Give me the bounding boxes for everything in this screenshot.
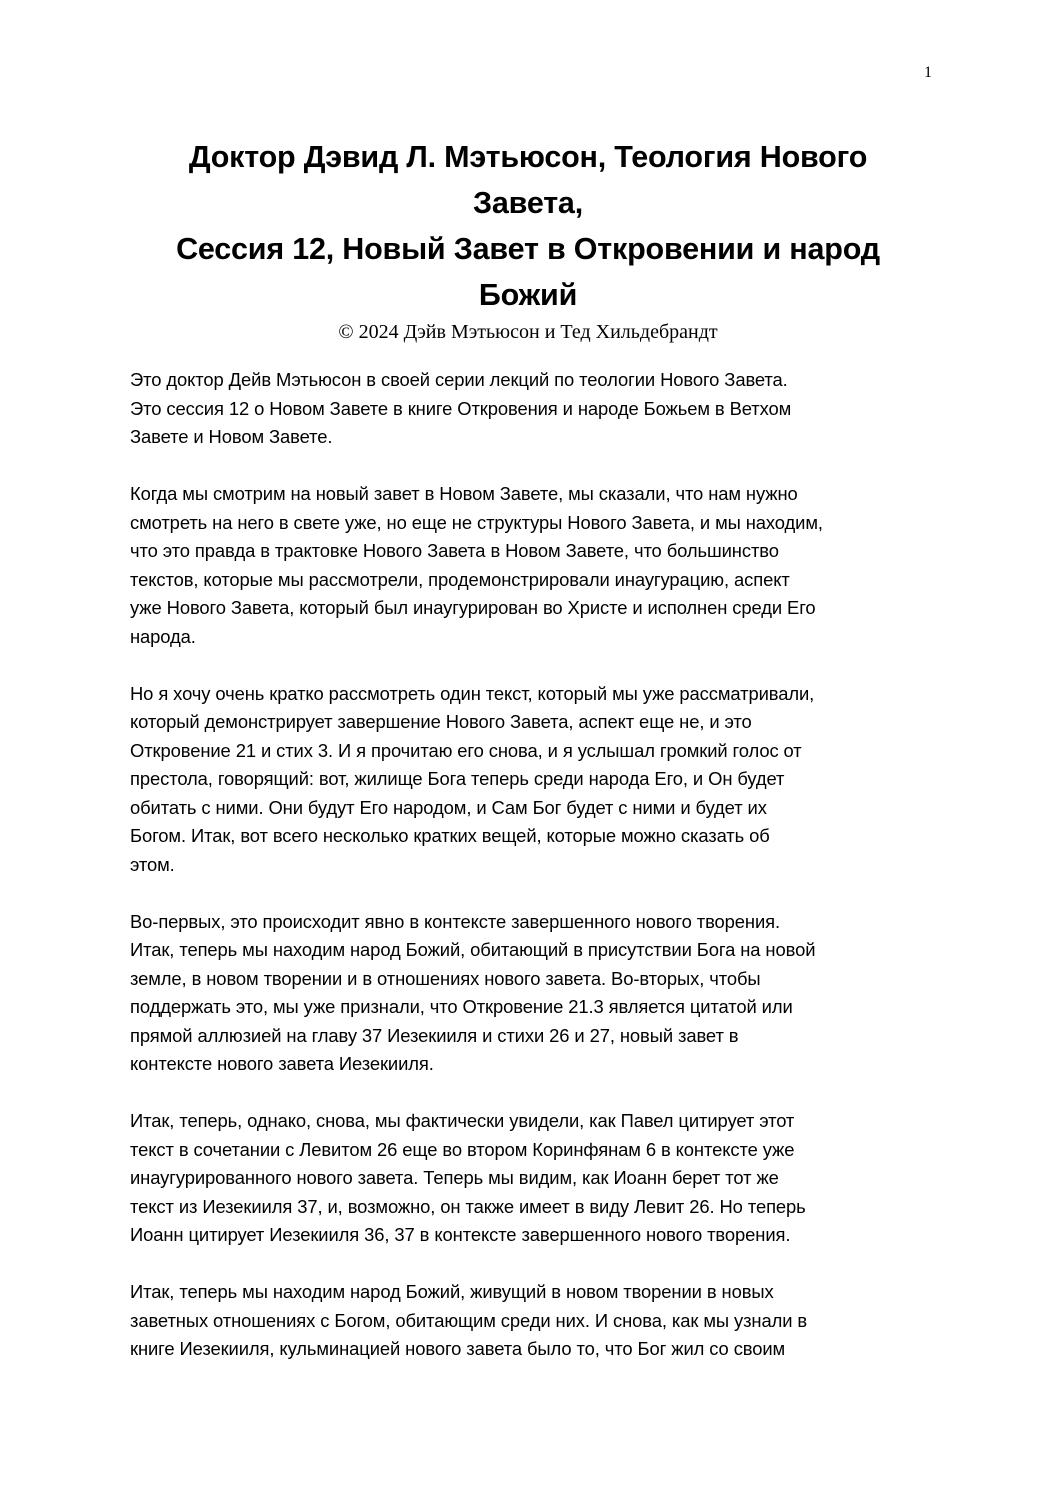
text-line: уже Нового Завета, который был инаугурирован во Христе и исполнен среди Его <box>130 597 816 618</box>
text-line: обитать с ними. Они будут Его народом, и Сам Бог будет с ними и будет их <box>130 796 767 818</box>
text-line: заветных отношениях с Богом, обитающим среди них. И снова, как мы узнали в <box>130 1309 808 1331</box>
title-line: Завета, <box>473 186 583 220</box>
text-line: который демонстрирует завершение Нового Завета, аспект еще не, и это <box>130 711 752 732</box>
text-line: Итак, теперь мы находим народ Божий, живущий в новом творении в новых <box>130 1281 774 1302</box>
paragraph <box>130 908 930 1079</box>
text-line: поддержать это, мы уже признали, что Откровение 21.3 является цитатой или <box>130 996 793 1017</box>
title-line: Божий <box>478 278 578 312</box>
text-line: Но я хочу очень кратко рассмотреть один текст, который мы уже рассматривали, <box>130 682 815 704</box>
text-line: Это сессия 12 о Новом Завете в книге Откровения и народе Божьем в Ветхом <box>130 397 792 419</box>
text-line: народа. <box>130 625 196 647</box>
text-line: Завете и Новом Завете. <box>130 426 333 447</box>
text-line: смотреть на него в свете уже, но еще не структуры Нового Завета, и мы находим, <box>130 511 823 533</box>
text-line: престола, говорящий: вот, жилище Бога теперь среди народа Его, и Он будет <box>130 768 785 789</box>
paragraph <box>130 680 930 880</box>
paragraph <box>130 480 930 651</box>
text-line: текст в сочетании с Левитом 26 еще во втором Коринфянам 6 в контексте уже <box>130 1138 795 1160</box>
text-line: что это правда в трактовке Нового Завета в Новом Завете, что большинство <box>130 540 779 561</box>
text-line: Во-первых, это происходит явно в контексте завершенного нового творения. <box>130 910 781 932</box>
text-line: Это доктор Дейв Мэтьюсон в своей серии лекций по теологии Нового Завета. <box>130 369 788 390</box>
text-line: прямой аллюзией на главу 37 Иезекииля и стихи 26 и 27, новый завет в <box>130 1024 739 1046</box>
page-number: 1 <box>924 64 932 81</box>
text-line: Когда мы смотрим на новый завет в Новом Завете, мы сказали, что нам нужно <box>130 483 798 504</box>
text-line: контексте нового завета Иезекииля. <box>130 1053 434 1074</box>
title-line: Сессия 12, Новый Завет в Откровении и народ <box>176 232 880 266</box>
text-line: Богом. Итак, вот всего несколько кратких вещей, которые можно сказать об <box>130 825 770 846</box>
paragraph <box>130 1278 930 1364</box>
text-line: этом. <box>130 853 175 875</box>
title-line: Доктор Дэвид Л. Мэтьюсон, Теология Нового <box>188 140 868 174</box>
document-header <box>128 134 928 346</box>
text-line: Итак, теперь, однако, снова, мы фактически увидели, как Павел цитирует этот <box>130 1110 795 1131</box>
text-line: текстов, которые мы рассмотрели, продемонстрировали инаугурацию, аспект <box>130 568 790 590</box>
document-body <box>130 366 930 1392</box>
copyright-notice: © 2024 Дэйв Мэтьюсон и Тед Хильдебрандт <box>338 321 718 343</box>
text-line: текст из Иезекииля 37, и, возможно, он также имеет в виду Левит 26. Но теперь <box>130 1195 806 1217</box>
text-line: книге Иезекииля, кульминацией нового завета было то, что Бог жил со своим <box>130 1338 786 1359</box>
text-line: инаугурированного нового завета. Теперь мы видим, как Иоанн берет тот же <box>130 1167 779 1188</box>
text-line: Итак, теперь мы находим народ Божий, обитающий в присутствии Бога на новой <box>130 939 816 960</box>
document-title <box>128 134 928 318</box>
paragraph <box>130 366 930 452</box>
text-line: Иоанн цитирует Иезекииля 36, 37 в контексте завершенного нового творения. <box>130 1224 791 1245</box>
text-line: земле, в новом творении и в отношениях нового завета. Во-вторых, чтобы <box>130 967 761 989</box>
text-line: Откровение 21 и стих 3. И я прочитаю его снова, и я услышал громкий голос от <box>130 739 802 761</box>
paragraph <box>130 1107 930 1250</box>
